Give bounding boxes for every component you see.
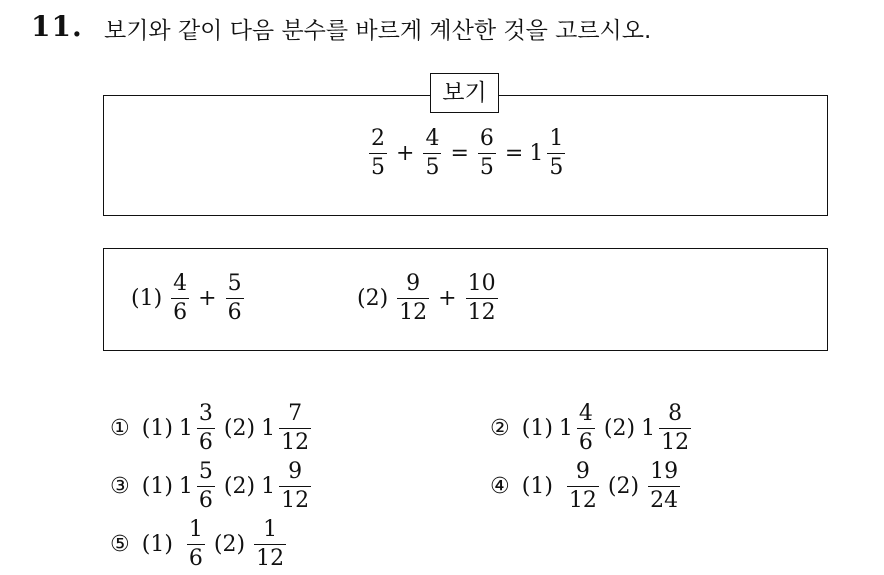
choice-mark: ③ [110,474,130,499]
part-label: (2) [603,416,636,441]
denominator: 12 [467,300,496,325]
denominator: 6 [198,488,213,513]
denominator: 12 [256,546,285,571]
denominator: 12 [281,430,310,455]
fraction [197,461,215,512]
numerator: 1 [188,517,203,542]
denominator: 6 [198,430,213,455]
numerator: 9 [288,459,303,484]
numerator: 8 [668,401,683,426]
question-number: 11. [31,10,83,43]
fraction [659,403,691,454]
numerator: 3 [198,401,213,426]
denominator: 6 [188,546,203,571]
part-label: (1) [141,474,173,499]
fraction [397,273,429,324]
denominator: 12 [281,488,310,513]
fraction [197,403,215,454]
example-label: 보기 [430,73,499,113]
mixed-whole: 1 [558,416,573,441]
part-label: (1) [521,474,553,499]
fraction [423,128,441,179]
problem-label: (2) [357,286,389,311]
problem-label: (1) [131,286,163,311]
numerator: 5 [198,459,213,484]
numerator: 4 [173,271,188,296]
fraction [547,128,565,179]
part-label: (1) [521,416,553,441]
numerator: 10 [467,271,496,296]
equals-sign: = [450,141,469,166]
part-label: (2) [223,474,256,499]
numerator: 7 [288,401,303,426]
mixed-whole: 1 [641,416,656,441]
mixed-whole: 1 [178,474,193,499]
numerator: 2 [371,126,385,151]
fraction [187,519,205,570]
part-label: (2) [223,416,256,441]
mixed-whole: 1 [178,416,193,441]
denominator: 6 [578,430,593,455]
fraction [567,461,599,512]
fraction [369,128,387,179]
denominator: 5 [479,155,494,180]
plus-sign: + [396,141,415,166]
numerator: 4 [425,126,440,151]
choice-mark: ② [490,416,510,441]
denominator: 5 [425,155,440,180]
denominator: 5 [371,155,385,180]
numerator: 6 [479,126,494,151]
fraction [254,519,286,570]
choice-2[interactable] [490,403,694,454]
numerator: 9 [406,271,421,296]
numerator: 4 [578,401,593,426]
part-label: (1) [141,532,173,557]
equals-sign: = [504,141,524,166]
denominator: 12 [568,488,597,513]
problem-1 [131,273,247,324]
denominator: 24 [650,488,679,513]
fraction [226,273,244,324]
fraction [577,403,595,454]
plus-sign: + [438,286,457,311]
numerator: 19 [650,459,679,484]
fraction [279,403,311,454]
fraction [478,128,496,179]
fraction [648,461,680,512]
numerator: 1 [263,517,278,542]
choice-5[interactable] [110,519,289,570]
choice-1[interactable] [110,403,314,454]
denominator: 12 [399,300,428,325]
mixed-whole: 1 [261,416,276,441]
part-label: (1) [141,416,173,441]
choice-mark: ⑤ [110,532,130,557]
numerator: 5 [227,271,242,296]
mixed-whole: 1 [261,474,276,499]
part-label: (2) [607,474,640,499]
example-equation [366,128,568,179]
numerator: 1 [549,126,564,151]
denominator: 12 [661,430,690,455]
question-text: 보기와 같이 다음 분수를 바르게 계산한 것을 고르시오. [104,18,652,44]
plus-sign: + [198,286,217,311]
denominator: 6 [173,300,188,325]
choice-4[interactable] [490,461,683,512]
part-label: (2) [213,532,246,557]
choice-3[interactable] [110,461,314,512]
choice-mark: ④ [490,474,510,499]
fraction [279,461,311,512]
fraction [171,273,189,324]
denominator: 6 [227,300,242,325]
mixed-whole: 1 [529,141,544,166]
fraction [466,273,498,324]
numerator: 9 [575,459,590,484]
problem-2 [357,273,501,324]
choice-mark: ① [110,416,130,441]
denominator: 5 [549,155,564,180]
